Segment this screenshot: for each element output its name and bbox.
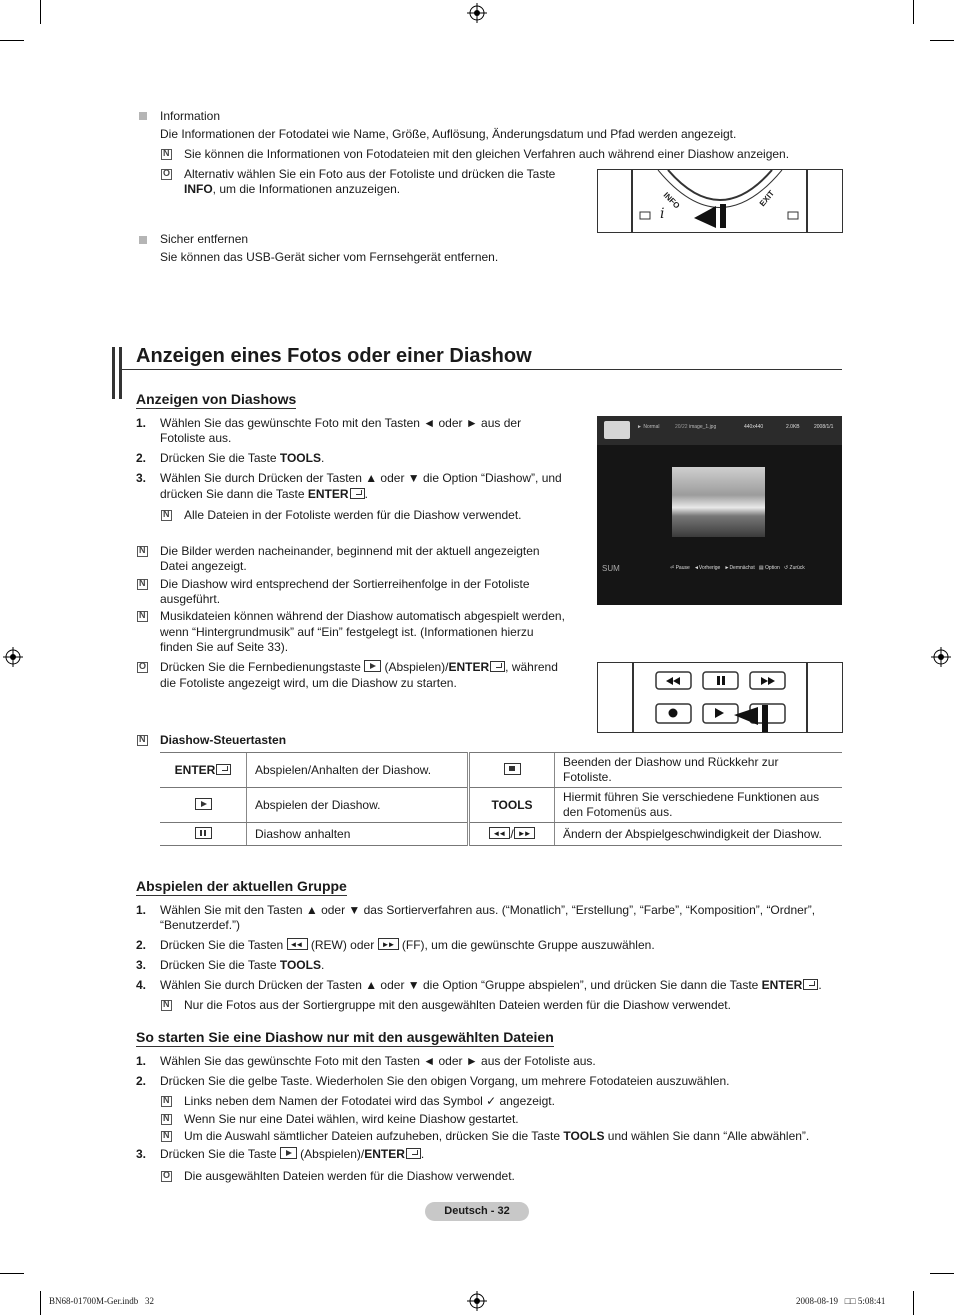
note-icon [137, 579, 148, 590]
note-text: Nur die Fotos aus der Sortiergruppe mit den ausgewählten Dateien werden für die Diashow verwendet. [184, 998, 731, 1012]
page-title: Anzeigen eines Fotos oder einer Diashow [136, 345, 532, 367]
exit-button-label: EXIT [757, 188, 777, 209]
photo-folder-icon [604, 421, 630, 439]
rew-icon [489, 827, 510, 839]
controls-table [160, 752, 842, 846]
stop-icon [504, 763, 521, 775]
screen-device: SUM [602, 564, 620, 573]
screen-date: 2008/1/1 [814, 424, 834, 430]
ff-icon [378, 938, 399, 950]
desc-cell: Beenden der Diashow und Rückkehr zur Fotoliste. [555, 753, 843, 788]
crop-mark [913, 1291, 914, 1315]
screen-controls [670, 565, 805, 571]
key-cell [469, 753, 555, 788]
note-icon [137, 611, 148, 622]
info-title: Information [160, 109, 221, 123]
remote-playback-illustration [597, 662, 843, 733]
step-text: Drücken Sie die Taste (Abspielen)/ENTER . [160, 1147, 425, 1161]
footer-file: BN68-01700M-Ger.indb 32 [49, 1296, 154, 1306]
option-control[interactable]: ▤ Option [758, 565, 780, 571]
bullet-square-icon [139, 112, 147, 120]
prev-control[interactable]: ◄Vorherige [693, 565, 721, 571]
table-row [160, 753, 842, 788]
step-text: Wählen Sie durch Drücken der Tasten ▲ oder ▼ die Option “Gruppe abspielen”, und drücken Sie dann die Taste ENTER . [160, 978, 822, 992]
step-text: drücken Sie dann die Taste ENTER . [160, 487, 368, 501]
info-note2: Alternativ wählen Sie ein Foto aus der Fotoliste und drücken die Taste [184, 167, 556, 181]
step-number: 2. [136, 1074, 147, 1088]
page-number-pill: Deutsch - 32 [425, 1202, 529, 1221]
table-row [160, 823, 842, 846]
registration-mark-icon [467, 1291, 487, 1311]
crop-mark [40, 0, 41, 24]
step-number: 2. [136, 938, 147, 952]
enter-icon [216, 764, 231, 775]
key-cell: TOOLS [469, 788, 555, 823]
note-icon [161, 1000, 172, 1011]
desc-cell: Ändern der Abspielgeschwindigkeit der Diashow. [555, 823, 843, 846]
key-cell [160, 788, 247, 823]
crop-mark [913, 0, 914, 24]
note-text: Die ausgewählten Dateien werden für die Diashow verwendet. [184, 1169, 515, 1183]
bullet-square-icon [139, 236, 147, 244]
note-icon [161, 1114, 172, 1125]
step-text: Wählen Sie mit den Tasten ▲ oder ▼ das Sortierverfahren aus. (“Monatlich”, “Erstellung”, “Farbe”, “Komposition”, “Ordner”, [160, 903, 816, 917]
slideshow-screen [597, 416, 842, 605]
registration-mark-icon [3, 647, 23, 667]
section-heading-selected: So starten Sie eine Diashow nur mit den ausgewählten Dateien [136, 1029, 554, 1045]
step-text: Wählen Sie das gewünschte Foto mit den Tasten ◄ oder ► aus der Fotoliste aus. [160, 1054, 596, 1068]
section-heading-group: Abspielen der aktuellen Gruppe [136, 878, 347, 894]
crop-mark [0, 1273, 24, 1274]
step-text: Fotoliste aus. [160, 431, 232, 445]
note-text: Wenn Sie nur eine Datei wählen, wird keine Diashow gestartet. [184, 1112, 519, 1126]
note-text: Alle Dateien in der Fotoliste werden für die Diashow verwendet. [184, 508, 522, 522]
step-number: 3. [136, 471, 147, 485]
note-text: Die Diashow wird entsprechend der Sortierreihenfolge in der Fotoliste [160, 577, 530, 591]
step-number: 2. [136, 451, 147, 465]
note-icon [161, 149, 172, 160]
enter-icon [406, 1148, 421, 1159]
title-bar-left [112, 347, 115, 399]
note-text: die Fotoliste angezeigt wird, um die Diashow zu starten. [160, 676, 457, 690]
note-icon [137, 546, 148, 557]
note-text: Die Bilder werden nacheinander, beginnend mit der aktuell angezeigten [160, 544, 540, 558]
safe-title: Sicher entfernen [160, 232, 249, 246]
info-note2-line2: INFO, um die Informationen anzuzeigen. [184, 182, 401, 196]
controls-heading: Diashow-Steuertasten [160, 733, 287, 747]
step-text: Drücken Sie die Tasten ◄◄ (REW) oder ►► (FF), um die gewünschte Gruppe auszuwählen. [160, 938, 655, 953]
remote-info-exit-illustration [597, 169, 843, 233]
desc-cell: Abspielen/Anhalten der Diashow. [247, 753, 469, 788]
step-text: Drücken Sie die Taste TOOLS. [160, 451, 325, 465]
rew-icon [287, 938, 308, 950]
title-underline [122, 369, 842, 370]
table-row [160, 788, 842, 823]
screen-resolution: 440x440 [744, 424, 764, 430]
note-text: Um die Auswahl sämtlicher Dateien aufzuheben, drücken Sie die Taste TOOLS und wählen Sie dann “Alle abwählen”. [184, 1129, 810, 1143]
step-number: 1. [136, 903, 147, 917]
step-text: Wählen Sie das gewünschte Foto mit den Tasten ◄ oder ► aus der [160, 416, 522, 430]
pause-icon [195, 827, 212, 839]
note-text: Links neben dem Namen der Fotodatei wird das Symbol ✓ angezeigt. [184, 1094, 555, 1108]
remote-note-icon [137, 662, 148, 673]
back-control[interactable]: ↺ Zurück [783, 565, 805, 571]
info-button-label: INFO [661, 190, 682, 211]
play-icon [280, 1147, 297, 1159]
play-icon [364, 660, 381, 672]
note-icon [161, 1096, 172, 1107]
note-text: Drücken Sie die Fernbedienungstaste (Abspielen)/ENTER , während [160, 660, 558, 674]
registration-mark-icon [467, 3, 487, 23]
enter-icon [803, 979, 818, 990]
slideshow-photo [672, 467, 765, 537]
next-control[interactable]: ►Demnächst [724, 565, 755, 571]
key-cell: ◄◄ /►► [469, 823, 555, 846]
remote-note-icon [161, 1171, 172, 1182]
info-note1: Sie können die Informationen von Fotodateien mit den gleichen Verfahren auch während einer Diashow anzeigen. [184, 147, 790, 161]
screen-info-bar [597, 416, 842, 445]
safe-desc: Sie können das USB-Gerät sicher vom Fernsehgerät entfernen. [160, 250, 499, 264]
step-number: 3. [136, 1147, 147, 1161]
crop-mark [40, 1291, 41, 1315]
screen-mode: ► Normal [637, 424, 660, 430]
note-text: Musikdateien können während der Diashow automatisch abgespielt werden, [160, 609, 565, 623]
play-icon [195, 798, 212, 810]
desc-cell: Abspielen der Diashow. [247, 788, 469, 823]
note-text: wenn “Hintergrundmusik” auf “Ein” festgelegt ist. (Informationen hierzu [160, 625, 534, 639]
key-cell: ENTER [160, 753, 247, 788]
note-icon [161, 510, 172, 521]
note-text: finden Sie auf Seite 33). [160, 640, 289, 654]
step-number: 1. [136, 416, 147, 430]
crop-mark [930, 40, 954, 41]
step-number: 1. [136, 1054, 147, 1068]
desc-cell: Hiermit führen Sie verschiedene Funktionen aus den Fotomenüs aus. [555, 788, 843, 823]
step-text: Drücken Sie die gelbe Taste. Wiederholen Sie den obigen Vorgang, um mehrere Fotodateien auszuwählen. [160, 1074, 730, 1088]
enter-icon [350, 488, 365, 499]
footer-date: 2008-08-19 □□ 5:08:41 [796, 1296, 886, 1306]
title-bar-right [119, 347, 122, 399]
ff-icon [514, 827, 535, 839]
step-text: Drücken Sie die Taste TOOLS. [160, 958, 325, 972]
screen-size: 2.0KB [786, 424, 800, 430]
checkmark-icon: ✓ [486, 1094, 497, 1108]
crop-mark [930, 1273, 954, 1274]
step-number: 3. [136, 958, 147, 972]
enter-icon [490, 661, 505, 672]
step-number: 4. [136, 978, 147, 992]
desc-cell: Diashow anhalten [247, 823, 469, 846]
pause-control[interactable]: ⏎ Pause [670, 565, 690, 571]
note-text: Datei angezeigt. [160, 559, 247, 573]
registration-mark-icon [931, 647, 951, 667]
info-desc: Die Informationen der Fotodatei wie Name, Größe, Auflösung, Änderungsdatum und Pfad werden angezeigt. [160, 127, 737, 141]
key-cell [160, 823, 247, 846]
info-i-icon: i [660, 206, 665, 222]
note-icon [137, 735, 148, 746]
note-icon [161, 1131, 172, 1142]
step-text: Wählen Sie durch Drücken der Tasten ▲ oder ▼ die Option “Diashow”, und [160, 471, 562, 485]
screen-index: 20/22 [675, 424, 688, 430]
section-heading-slideshow: Anzeigen von Diashows [136, 391, 297, 407]
step-text: “Benutzerdef.”) [160, 918, 241, 932]
note-text: ausgeführt. [160, 592, 221, 606]
remote-note-icon [161, 169, 172, 180]
screen-filename: image_1.jpg [689, 424, 717, 430]
crop-mark [0, 40, 24, 41]
